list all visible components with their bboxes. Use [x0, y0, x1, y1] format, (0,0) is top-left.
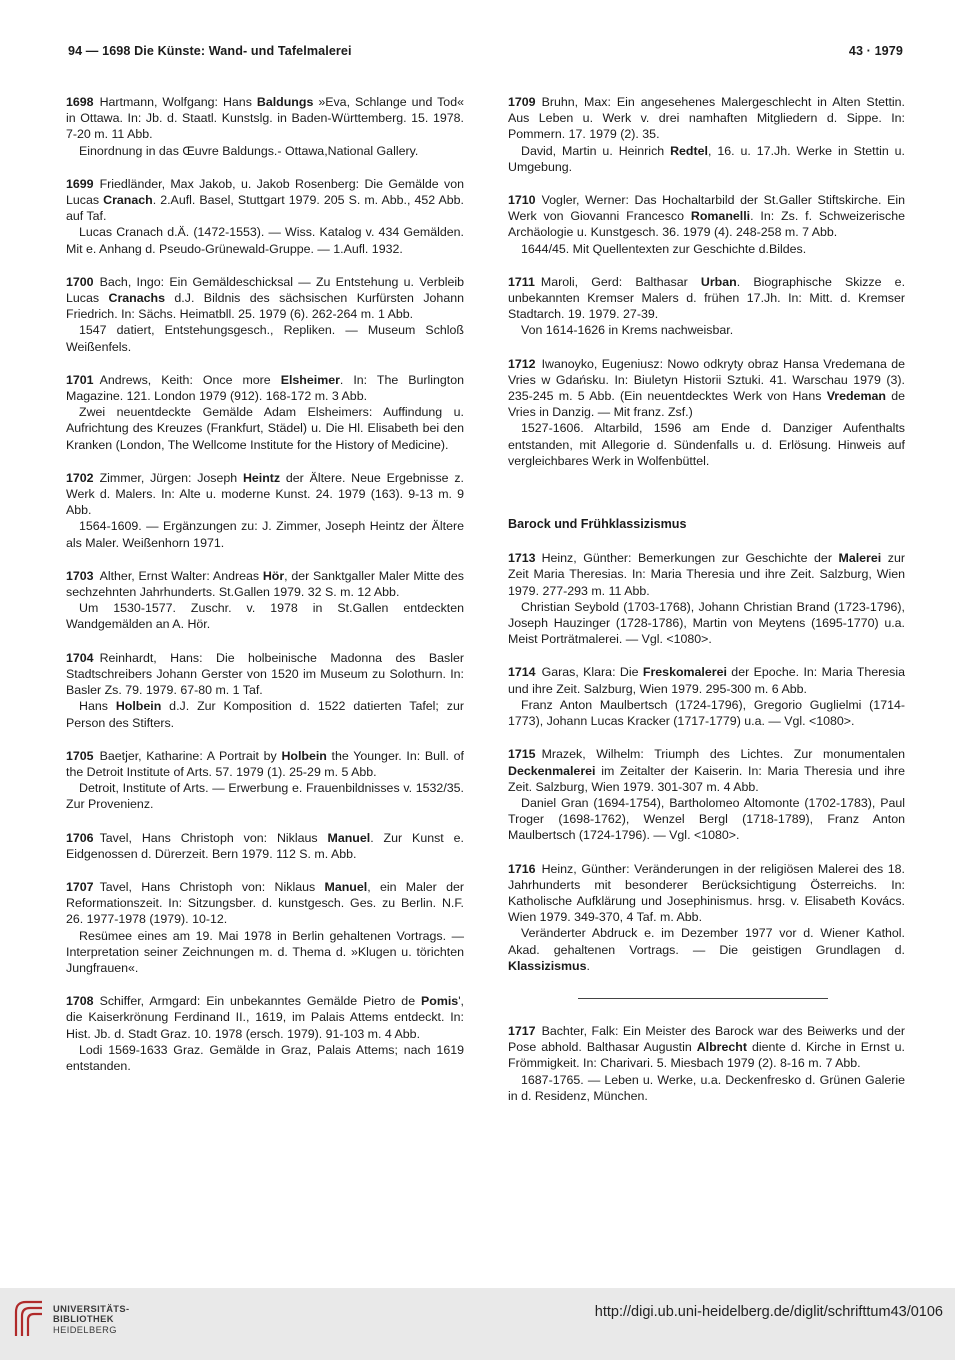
- entry-keyword: Cranachs: [108, 291, 165, 306]
- entry-keyword: Baldungs: [256, 95, 314, 109]
- entry-text-run: . In: Zs. f. Schweizerische Archäologie u. Kunstgesch. 36. 1979 (4). 248-258 m. 7 Abb.: [508, 209, 905, 240]
- entry-keyword: Deckenmalerei: [508, 763, 596, 778]
- entry-number: 1706: [66, 830, 94, 845]
- entry-number: 1705: [66, 748, 94, 763]
- entry-text-run: im Zeitalter der Kaiserin. In: Maria Theresia und ihre Zeit. Salzburg, Wien 1979. 301-307 m. 4 Abb.: [508, 763, 905, 794]
- library-logo-icon: [12, 1298, 46, 1338]
- entry-keyword: Holbein: [115, 699, 162, 714]
- library-name-line-3: HEIDELBERG: [53, 1324, 117, 1335]
- entry-text-run: Alther, Ernst Walter: Andreas: [99, 568, 263, 583]
- entry-annotation: [508, 143, 905, 175]
- entry-number: 1700: [66, 274, 94, 289]
- bibliography-entry: [66, 274, 464, 355]
- entry-number: 1698: [66, 95, 94, 109]
- entry-text-run: Friedländer, Max Jakob, u. Jakob Rosenberg: Die Gemälde von Lucas: [66, 176, 464, 208]
- entry-keyword: Elsheimer: [280, 372, 340, 387]
- entry-annotation: Christian Seybold (1703-1768), Johann Christian Brand (1723-1796), Joseph Hauzinger (1728-1786), Martin von Meytens (1695-1770) u.a. Meist Porträtmalerei. — Vgl. <1080>.: [508, 599, 905, 647]
- entry-text-run: Vogler, Werner: Das Hochaltarbild der St.Galler Stiftskirche. Ein Werk von Giovanni Francesco: [508, 193, 905, 224]
- entry-annotation: Detroit, Institute of Arts. — Erwerbung e. Frauenbildnisses v. 1532/35. Zur Provenienz.: [66, 781, 464, 812]
- entry-text-run: der Epoche. In: Maria Theresia und ihre Zeit. Salzburg, Wien 1979. 295-300 m. 6 Abb.: [508, 665, 905, 696]
- bibliography-entry: [66, 94, 464, 159]
- entry-text-run: Reinhardt, Hans: Die holbeinische Madonna des Basler Stadtschreibers Johann Gerster von 1520 im Museum zu Solothurn. In: Basler Zs. 79. 1979. 67-80 m. 1 Taf.: [66, 650, 464, 698]
- entry-annotation: Resümee eines am 19. Mai 1978 in Berlin gehaltenen Vortrags. — Interpretation seiner Zeichnungen m. d. Thema d. »Klugen u. törichten Jungfrauen«.: [66, 928, 464, 975]
- bibliography-entry: [508, 192, 905, 257]
- entry-citation: [508, 861, 905, 926]
- section-divider: [578, 998, 828, 999]
- library-name-line-1: UNIVERSITÄTS-: [53, 1304, 130, 1314]
- bibliography-entry: [508, 664, 905, 729]
- entry-citation: [508, 746, 905, 795]
- entry-text-run: . 2.Aufl. Basel, Stuttgart 1979. 205 S. m. Abb., 452 Abb. auf Taf.: [66, 193, 464, 224]
- header-right: 43 · 1979: [848, 44, 903, 58]
- entry-text-run: Baetjer, Katharine: A Portrait by: [99, 748, 282, 763]
- library-name-line-2: BIBLIOTHEK: [53, 1314, 114, 1325]
- entry-text-run: d.J. Bildnis des sächsischen Kurfürsten Johann Friedrich. In: Sächs. Heimatbll. 25. 1979 (6). 262-264 m. 1 Abb.: [66, 291, 464, 322]
- entry-number: 1709: [508, 95, 536, 109]
- right-column: [508, 94, 905, 1121]
- entry-keyword: Malerei: [838, 551, 882, 566]
- entry-text-run: Veränderter Abdruck e. im Dezember 1977 vor d. Wiener Kathol. Akad. gehaltenen Vortrags. — Die geistigen Grundlagen d.: [508, 926, 905, 957]
- entry-annotation: Franz Anton Maulbertsch (1724-1796), Gregorio Guglielmi (1714-1773), Johann Lucas Kracker (1717-1779) u.a. — Vgl. <1080>.: [508, 697, 905, 729]
- entry-annotation: Lucas Cranach d.Ä. (1472-1553). — Wiss. Katalog v. 434 Gemälden. Mit e. Anhang d. Pseudo-Grünewald-Gruppe. — 1.Aufl. 1932.: [66, 225, 464, 256]
- entry-text-run: Zimmer, Jürgen: Joseph: [99, 470, 243, 485]
- bibliography-entry: [508, 1023, 905, 1104]
- entry-citation: [508, 664, 905, 696]
- entry-keyword: Redtel: [670, 143, 708, 158]
- entry-annotation: 1564-1609. — Ergänzungen zu: J. Zimmer, Joseph Heintz der Ältere als Maler. Weißenhorn 1971.: [66, 519, 464, 550]
- bibliography-entry: [66, 650, 464, 731]
- entries-group-b: [508, 550, 905, 974]
- bibliography-entry: [66, 176, 464, 257]
- entry-text-run: Hans: [79, 699, 116, 714]
- entry-text-run: . Zur Kunst e. Eidgenossen d. Dürerzeit. Bern 1979. 112 S. m. Abb.: [66, 830, 464, 861]
- entry-text-run: Iwanoyko, Eugeniusz: Nowo odkryty obraz Hansa Vredemana de Vries w Gdańsku. In: Biuletyn Historii Sztuki. 41. Warschau 1979 (3). 235-245 m. 5 Abb. (Ein neuentdecktes Werk von Hans: [508, 356, 905, 404]
- entry-text-run: Bach, Ingo: Ein Gemäldeschicksal — Zu Entstehung u. Verbleib Lucas: [66, 274, 464, 306]
- entry-citation: [66, 830, 464, 862]
- entry-citation: [66, 372, 464, 404]
- entry-annotation: Zwei neuentdeckte Gemälde Adam Elsheimers: Auffindung u. Aufrichtung des Kreuzes (Frankfurt, Städel) u. Die Hl. Elisabeth bei den Kranken (London, The Wellcome Institute for the History of Medicine).: [66, 405, 464, 452]
- entry-annotation: Um 1530-1577. Zuschr. v. 1978 in St.Gallen entdeckten Wandgemälden an A. Hör.: [66, 601, 464, 632]
- entry-keyword: Hör: [262, 568, 285, 583]
- entry-number: 1716: [508, 861, 536, 876]
- entry-text-run: , 16. u. 17.Jh. Werke in Stettin u. Umgebung.: [508, 143, 905, 174]
- entry-keyword: Cranach: [103, 193, 153, 208]
- entry-text-run: Heinz, Günther: Bemerkungen zur Geschichte der: [541, 551, 839, 566]
- entry-citation: [508, 274, 905, 323]
- entries-group-c: [508, 1023, 905, 1104]
- entry-keyword: Manuel: [327, 830, 371, 845]
- entry-keyword: Pomis: [421, 994, 459, 1009]
- entry-number: 1712: [508, 356, 536, 371]
- bibliography-entry: [508, 356, 905, 469]
- entry-keyword: Vredeman: [826, 389, 886, 404]
- bibliography-entry: [508, 274, 905, 339]
- bibliography-entry: [66, 993, 464, 1074]
- entry-text-run: Bachter, Falk: Ein Meister des Barock war des Beiwerks und der Pose abhold. Balthasar Augustin: [508, 1023, 905, 1055]
- entry-citation: [508, 550, 905, 599]
- entry-number: 1702: [66, 470, 94, 485]
- entry-text-run: the Younger. In: Bull. of the Detroit Institute of Arts. 57. 1979 (1). 25-29 m. 5 Abb.: [66, 748, 464, 779]
- entry-text-run: zur Zeit Maria Theresias. In: Maria Theresia und ihre Zeit. Salzburg, Wien 1979. 277-293 m. 11 Abb.: [508, 551, 905, 598]
- entry-annotation: Daniel Gran (1694-1754), Bartholomeo Altomonte (1702-1783), Paul Troger (1698-1762), Wenzel Bergl (1718-1789), Franz Anton Maulbertsch (1724-1796). — Vgl. <1080>.: [508, 795, 905, 843]
- entry-keyword: Albrecht: [696, 1040, 747, 1055]
- entry-text-run: d.J. Zur Komposition d. 1522 datierten Tafel; zur Person des Stifters.: [66, 699, 464, 730]
- entries-group-a: [508, 94, 905, 469]
- entry-number: 1707: [66, 879, 94, 894]
- entry-citation: [508, 94, 905, 143]
- entry-text-run: diente d. Kirche in Ernst u. Frömmigkeit. In: Charivari. 5. Miesbach 1979 (2). 8-16 m. 7 Abb.: [508, 1040, 905, 1071]
- entry-citation: [66, 879, 464, 928]
- entry-annotation: [66, 698, 464, 730]
- entry-number: 1717: [508, 1023, 536, 1038]
- entry-number: 1708: [66, 994, 94, 1009]
- left-column: [66, 94, 464, 1091]
- entry-number: 1715: [508, 747, 536, 762]
- entry-keyword: Heintz: [242, 470, 281, 485]
- entry-text-run: »Eva, Schlange und Tod« in Ottawa. In: Jb. d. Staatl. Kunstslg. in Baden-Württemberg. 15. 1978. 7-20 m. 11 Abb.: [66, 95, 464, 142]
- entry-text-run: . In: The Burlington Magazine. 121. London 1979 (912). 168-172 m. 3 Abb.: [66, 372, 465, 404]
- entry-number: 1699: [66, 176, 94, 191]
- entry-citation: [66, 993, 464, 1042]
- entry-text-run: Garas, Klara: Die: [541, 665, 643, 680]
- entry-keyword: Manuel: [324, 879, 368, 894]
- entry-annotation: 1687-1765. — Leben u. Werke, u.a. Deckenfresko d. Grünen Galerie in d. Residenz, München.: [508, 1072, 905, 1103]
- entry-number: 1701: [66, 372, 94, 387]
- bibliography-entry: [66, 748, 464, 813]
- entry-citation: [66, 274, 464, 323]
- entry-annotation: 1644/45. Mit Quellentexten zur Geschichte d.Bildes.: [521, 241, 807, 256]
- entry-text-run: Tavel, Hans Christoph von: Niklaus: [99, 830, 328, 845]
- entry-text-run: Tavel, Hans Christoph von: Niklaus: [99, 879, 325, 894]
- running-header: [68, 44, 903, 64]
- entry-text-run: Bruhn, Max: Ein angesehenes Malergeschlecht in Alten Stettin. Aus Leben u. Werk v. drei namhaften Mitgliedern d. Sippe. In: Pommern. 17. 1979 (2). 35.: [508, 95, 905, 142]
- entry-citation: [66, 176, 464, 225]
- entry-text-run: Maroli, Gerd: Balthasar: [540, 274, 701, 289]
- entry-annotation: Einordnung in das Œuvre Baldungs.- Ottawa,National Gallery.: [79, 143, 419, 158]
- entry-text-run: Mrazek, Wilhelm: Triumph des Lichtes. Zur monumentalen: [541, 747, 905, 762]
- entry-citation: [66, 94, 464, 143]
- entry-text-run: de Vries in Danzig. — Mit franz. Zsf.): [508, 389, 905, 420]
- entry-annotation: Von 1614-1626 in Krems nachweisbar.: [521, 323, 734, 338]
- entry-text-run: . Biographische Skizze e. unbekannten Kremser Malers d. frühen 17.Jh. In: Mitt. d. Kremser Stadtarch. 19. 1979. 27-39.: [508, 274, 906, 322]
- entry-annotation: 1527-1606. Altarbild, 1596 am Ende d. Danziger Aufenthalts entstanden, mit Allegorie d. Sündenfalls u. d. Erlösung. Hinweis auf vergleichbares Werk in Wolfenbüttel.: [508, 421, 905, 468]
- source-url[interactable]: http://digi.ub.uni-heidelberg.de/diglit/schrifttum43/0106: [594, 1304, 943, 1320]
- library-name: [53, 1304, 129, 1335]
- entry-keyword: Romanelli: [690, 209, 751, 224]
- bibliography-entry: [66, 372, 464, 453]
- section-title: Barock und Frühklassizismus: [508, 517, 687, 532]
- entry-citation: [508, 1023, 905, 1072]
- entry-keyword: Klassizismus: [508, 958, 587, 973]
- entry-text-run: Hartmann, Wolfgang: Hans: [99, 95, 257, 109]
- bibliography-entry: [508, 861, 905, 974]
- entry-keyword: Holbein: [281, 748, 327, 763]
- entry-annotation: Lodi 1569-1633 Graz. Gemälde in Graz, Palais Attems; nach 1619 entstanden.: [66, 1042, 464, 1073]
- entry-number: 1710: [508, 193, 536, 208]
- entry-keyword: Freskomalerei: [642, 665, 727, 680]
- entry-number: 1713: [508, 551, 536, 566]
- entry-text-run: Andrews, Keith: Once more: [99, 372, 281, 387]
- bibliography-entry: [66, 470, 464, 551]
- entry-number: 1703: [66, 568, 94, 583]
- entry-citation: [66, 470, 464, 519]
- entry-number: 1704: [66, 650, 94, 665]
- bibliography-entry: [508, 550, 905, 647]
- entry-citation: [66, 650, 464, 699]
- entry-annotation: [508, 925, 905, 974]
- bibliography-entry: [508, 94, 905, 175]
- header-left: 94 — 1698 Die Künste: Wand- und Tafelmalerei: [68, 44, 352, 58]
- entry-citation: [508, 356, 905, 421]
- entry-text-run: David, Martin u. Heinrich: [521, 143, 671, 158]
- entry-text-run: .: [586, 958, 590, 973]
- entry-text-run: , ein Maler der Reformationszeit. In: Sitzungsber. d. kunstgesch. Ges. zu Berlin. N.F. 26. 1977-1978 (1979). 10-12.: [66, 879, 464, 927]
- entry-text-run: Heinz, Günther: Veränderungen in der religiösen Malerei des 18. Jahrhunderts mit besonderer Berücksichtigung Österreichs. In: Katholische Aufklärung und Josephinismus. hrsg. v. Elisabeth Kovács. Wien 1979. 349-370, 4 Taf. m. Abb.: [508, 861, 905, 925]
- entry-number: 1714: [508, 665, 536, 680]
- entry-keyword: Urban: [700, 274, 737, 289]
- entry-citation: [66, 748, 464, 780]
- entry-annotation: 1547 datiert, Entstehungsgesch., Repliken. — Museum Schloß Weißenfels.: [66, 323, 464, 354]
- bibliography-entry: [66, 879, 464, 976]
- entry-text-run: der Ältere. Neue Ergebnisse z. Werk d. Malers. In: Alte u. moderne Kunst. 24. 1979 (163). 9-13 m. 9 Abb.: [66, 470, 464, 518]
- entry-text-run: ', die Kaiserkrönung Ferdinand II., 1619, im Palais Attems entdeckt. In: Hist. Jb. d. Stadt Graz. 10. 1978 (ersch. 1979). 91-103 m. 4 Abb.: [66, 994, 464, 1041]
- entry-citation: [66, 568, 464, 600]
- bibliography-entry: [66, 830, 464, 862]
- entry-text-run: Schiffer, Armgard: Ein unbekanntes Gemälde Pietro de: [99, 994, 421, 1009]
- footer-bar: [0, 1288, 955, 1360]
- entry-text-run: , der Sanktgaller Maler Mitte des sechzehnten Jahrhunderts. St.Gallen 1979. 32 S. m. 12 Abb.: [66, 568, 464, 600]
- bibliography-entry: [66, 568, 464, 633]
- entry-citation: [508, 192, 905, 241]
- bibliography-entry: [508, 746, 905, 843]
- entry-number: 1711: [508, 274, 535, 289]
